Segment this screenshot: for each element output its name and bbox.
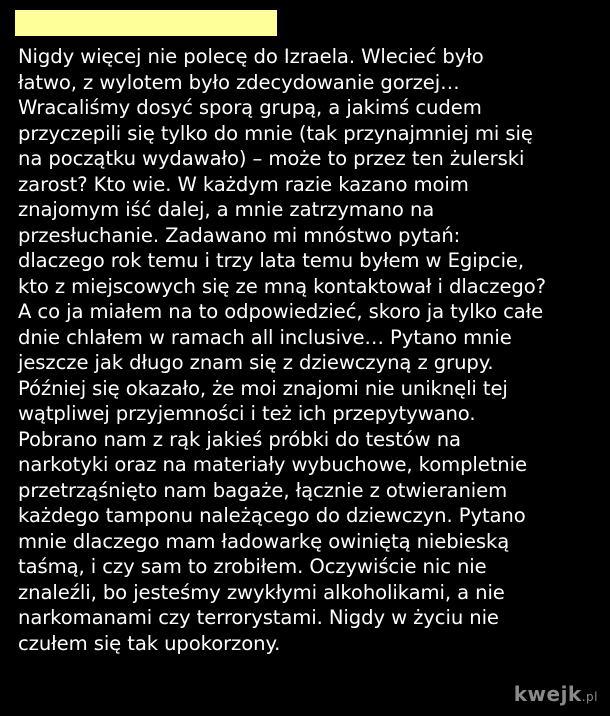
- story-line: jeszcze jak długo znam się z dziewczyną z grupy.: [18, 351, 494, 374]
- story-line: dnie chlałem w ramach all inclusive… Pytano mnie: [18, 325, 512, 349]
- story-line: narkomanami czy terrorystami. Nigdy w życiu nie: [18, 606, 499, 629]
- story-line: mnie dlaczego mam ładowarkę owiniętą niebieską: [18, 529, 510, 553]
- story-line: każdego tamponu należącego do dziewczyn. Pytano: [18, 504, 526, 527]
- story-line: Pobrano nam z rąk jakieś próbki do testów na: [18, 427, 461, 451]
- story-line: A co ja miałem na to odpowiedzieć, skoro ja tylko całe: [18, 300, 544, 323]
- watermark-brand: kwejk: [513, 682, 582, 706]
- story-line: łatwo, z wylotem było zdecydowanie gorzej…: [18, 70, 460, 94]
- story-line: dlaczego rok temu i trzy lata temu byłem w Egipcie,: [18, 249, 524, 272]
- story-line: narkotyki oraz na materiały wybuchowe, kompletnie: [18, 453, 527, 476]
- story-line: Wracaliśmy dosyć sporą grupą, a jakimś cudem: [18, 96, 482, 119]
- story-line: znajomym iść dalej, a mnie zatrzymano na: [18, 198, 435, 221]
- story-text: [18, 44, 604, 656]
- story-line: kto z miejscowych się ze mną kontaktował i dlaczego?: [18, 274, 546, 298]
- story-line: przesłuchanie. Zadawano mi mnóstwo pytań:: [18, 223, 461, 247]
- story-line: zarost? Kto wie. W każdym razie kazano moim: [18, 172, 469, 196]
- watermark-tld: .pl: [581, 690, 598, 704]
- story-line: czułem się tak upokorzony.: [18, 631, 281, 655]
- story-line: przyczepili się tylko do mnie (tak przynajmniej mi się: [18, 121, 533, 145]
- story-line: Nigdy więcej nie polecę do Izraela. Wlecieć było: [18, 45, 484, 68]
- redacted-name-bar: [15, 10, 277, 36]
- story-line: taśmą, i czy sam to zrobiłem. Oczywiście nic nie: [18, 555, 487, 578]
- story-line: znaleźli, bo jesteśmy zwykłymi alkoholikami, a nie: [18, 580, 505, 604]
- story-line: wątpliwej przyjemności i też ich przepytywano.: [18, 402, 476, 425]
- kwejk-watermark: [514, 682, 598, 706]
- story-line: Później się okazało, że moi znajomi nie uniknęli tej: [18, 376, 508, 400]
- story-line: przetrząśnięto nam bagaże, łącznie z otwieraniem: [18, 478, 508, 502]
- story-line: na początku wydawało) – może to przez ten żulerski: [18, 147, 525, 170]
